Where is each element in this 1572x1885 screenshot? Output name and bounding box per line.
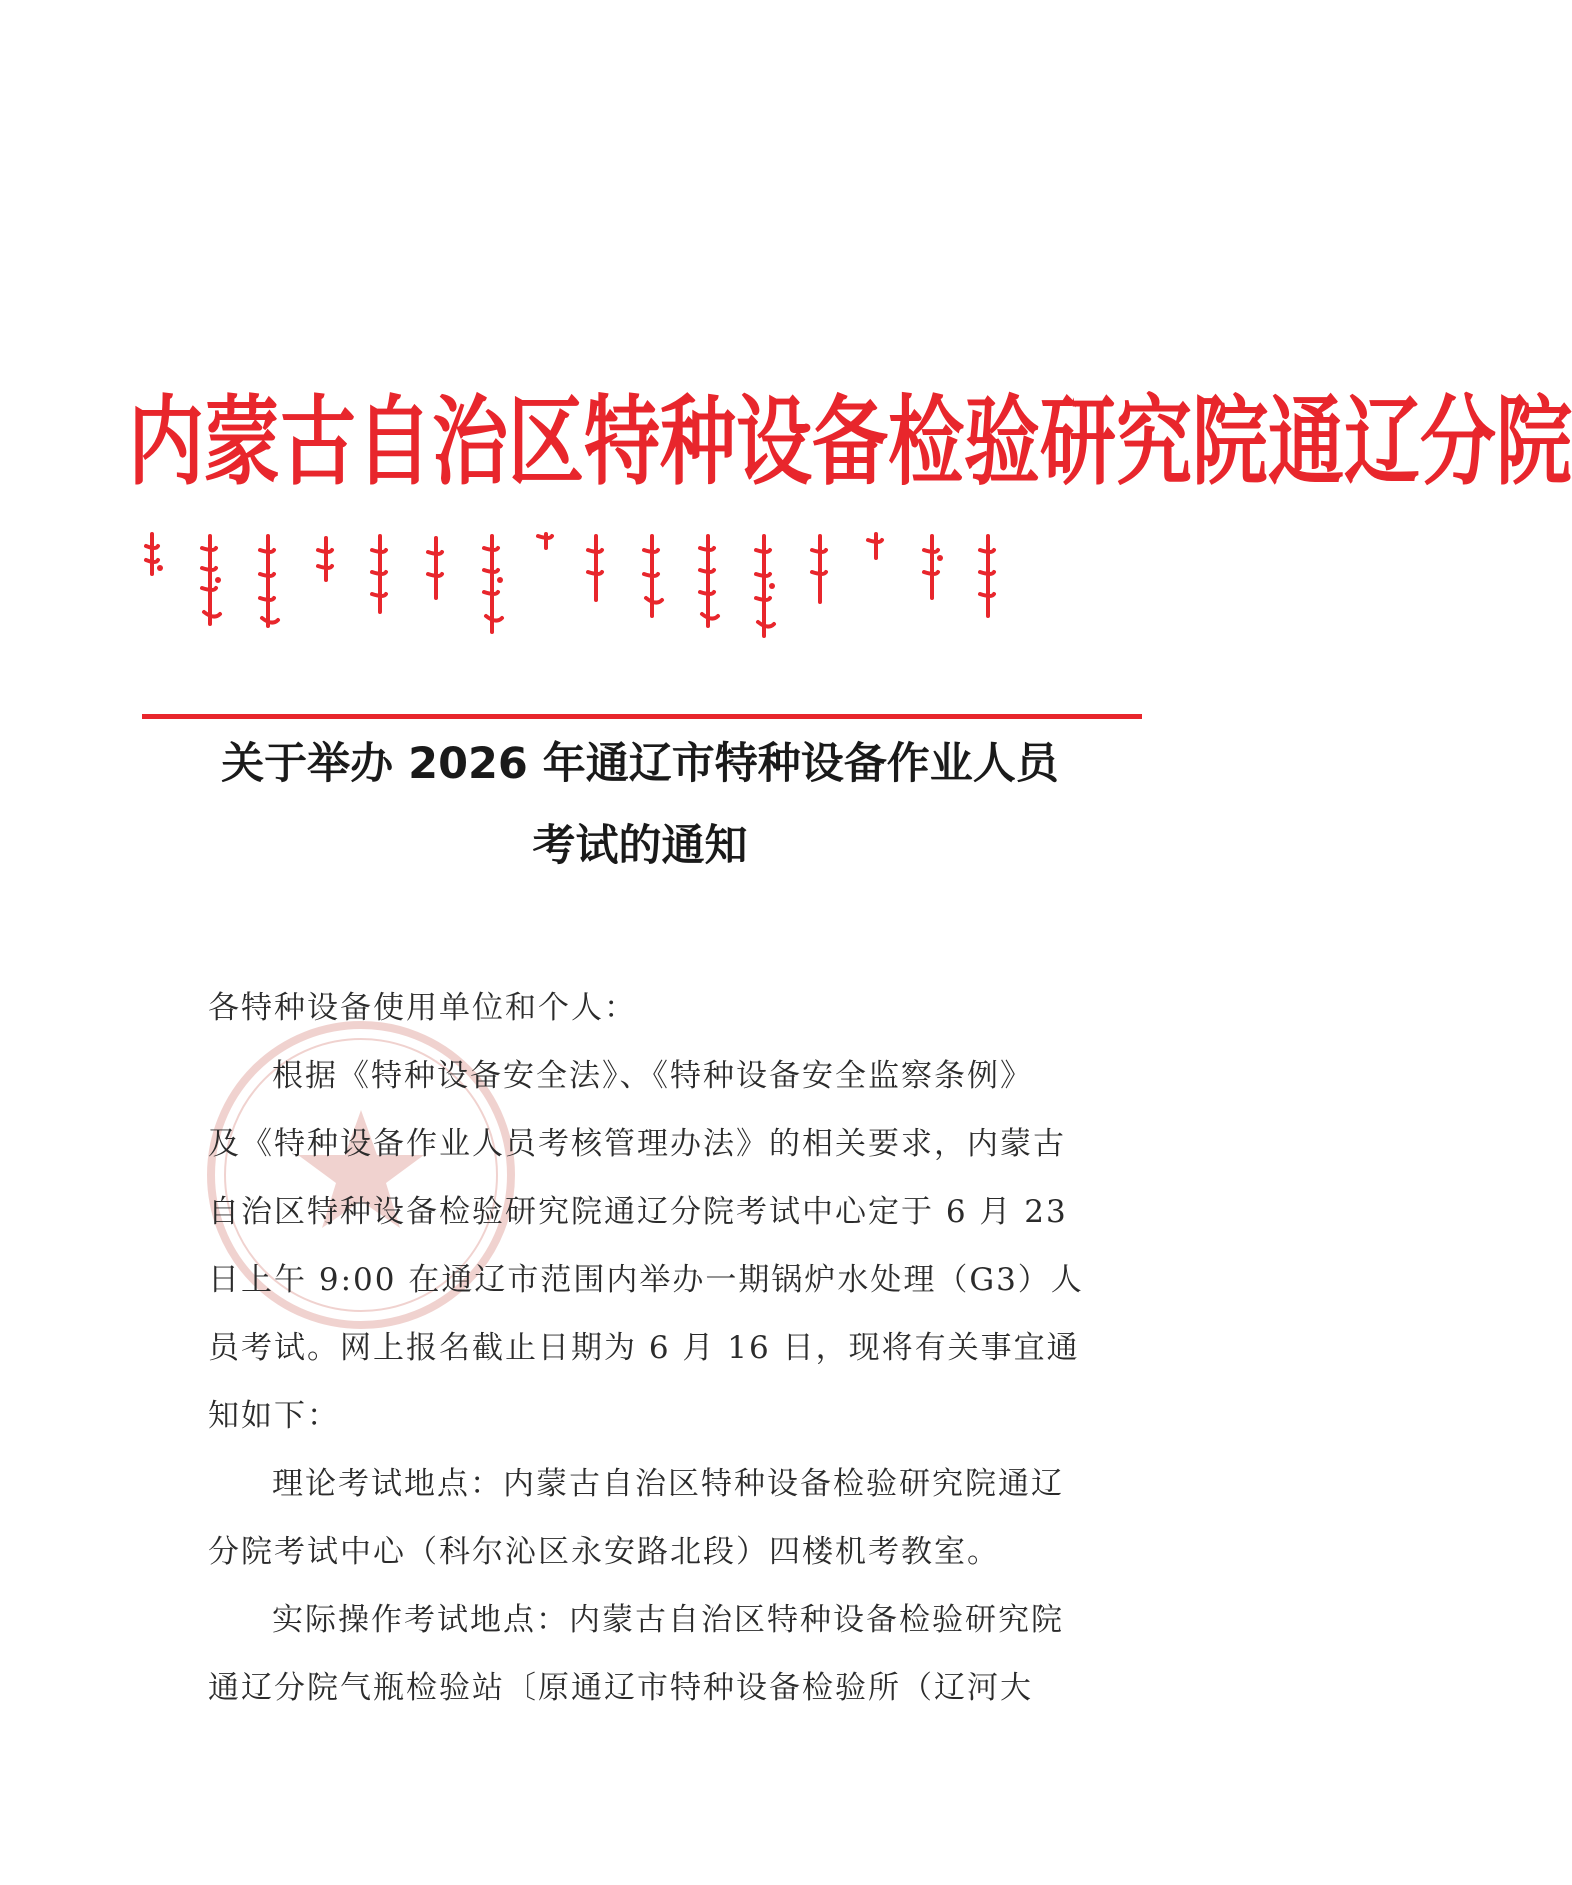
document-title-line-2: 考试的通知 [532, 821, 748, 871]
body-line: 日上午 9:00 在通辽市范围内举办一期锅炉水处理（G3）人 [208, 1262, 1084, 1298]
body-line: 知如下： [208, 1398, 340, 1434]
body-line: 分院考试中心（科尔沁区永安路北段）四楼机考教室。 [208, 1534, 1000, 1570]
body-line: 通辽分院气瓶检验站〔原通辽市特种设备检验所（辽河大 [208, 1670, 1033, 1706]
body-line: 理论考试地点：内蒙古自治区特种设备检验研究院通辽 [272, 1466, 1064, 1502]
body-line: 自治区特种设备检验研究院通辽分院考试中心定于 6 月 23 [208, 1194, 1068, 1230]
body-line: 实际操作考试地点：内蒙古自治区特种设备检验研究院 [272, 1602, 1064, 1638]
body-line: 根据《特种设备安全法》、《特种设备安全监察条例》 [272, 1058, 1033, 1094]
letterhead-mongolian-script [140, 528, 1140, 638]
document-title-line-1: 关于举办 2026 年通辽市特种设备作业人员 [221, 739, 1059, 789]
letterhead-org-name: 内蒙古自治区特种设备检验研究院通辽分院 [128, 384, 1572, 499]
body-line: 及《特种设备作业人员考核管理办法》的相关要求，内蒙古 [208, 1126, 1066, 1162]
body-line: 员考试。网上报名截止日期为 6 月 16 日，现将有关事宜通 [208, 1330, 1080, 1366]
letterhead-red-rule [142, 714, 1142, 719]
salutation: 各特种设备使用单位和个人： [208, 990, 637, 1026]
